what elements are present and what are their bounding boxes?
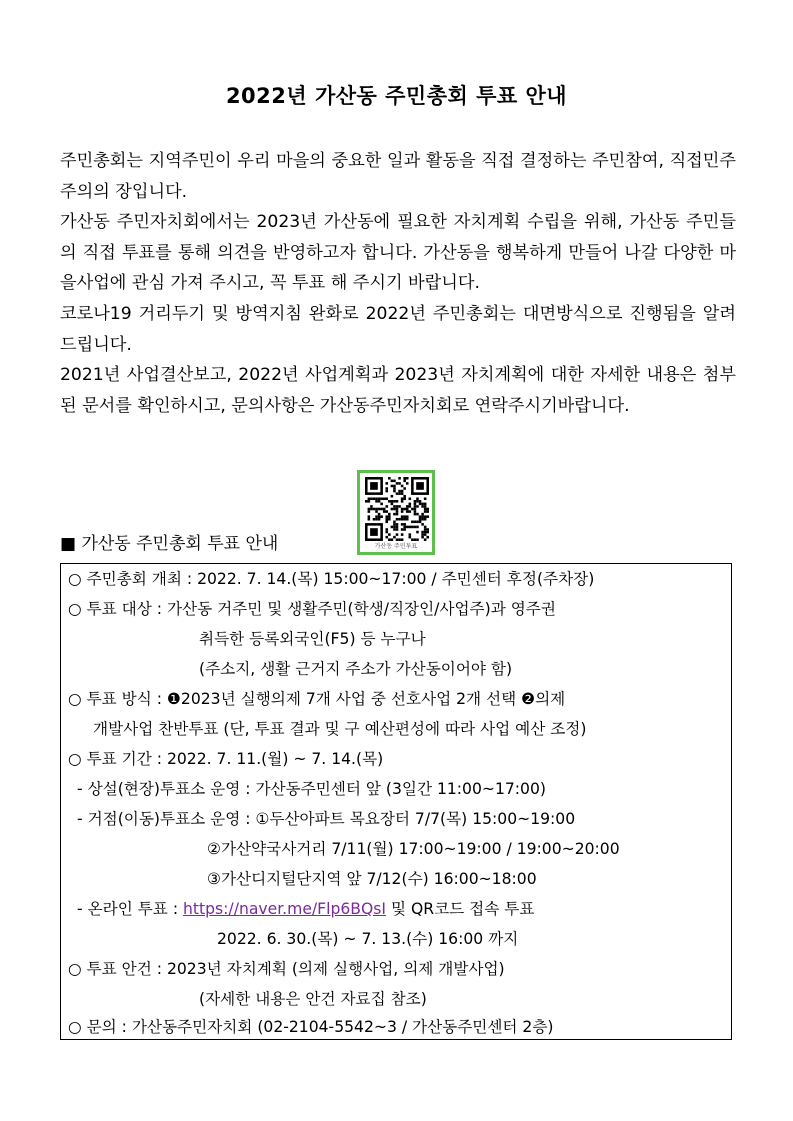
info-line-mobile-booth: - 거점(이동)투표소 운영 : ①두산아파트 목요장터 7/7(목) 15:00~19:00 bbox=[77, 810, 576, 828]
info-line-method: ○ 투표 방식 : ❶2023년 실행의제 7개 사업 중 선호사업 2개 선택 ❷의제 bbox=[68, 690, 566, 708]
info-line-mobile-booth-3: ③가산디지털단지역 앞 7/12(수) 16:00~18:00 bbox=[207, 870, 537, 888]
intro-paragraph: 2021년 사업결산보고, 2022년 사업계획과 2023년 자치계획에 대한 자세한 내용은 첨부된 문서를 확인하시고, 문의사항은 가산동주민자치회로 연락주시기바랍니다. bbox=[60, 365, 736, 416]
qr-caption: 가산동 주민투표 bbox=[374, 543, 418, 550]
info-box bbox=[60, 563, 732, 1040]
intro-paragraph: 코로나19 거리두기 및 방역지침 완화로 2022년 주민총회는 대면방식으로 진행됨을 알려드립니다. bbox=[60, 303, 736, 355]
info-line-onsite-booth: - 상설(현장)투표소 운영 : 가산동주민센터 앞 (3일간 11:00~17:00) bbox=[77, 780, 546, 798]
intro-paragraph: 가산동 주민자치회에서는 2023년 가산동에 필요한 자치계획 수립을 위해, 가산동 주민들의 직접 투표를 통해 의견을 반영하고자 합니다. 가산동을 행복하게 만들어 나갈 다양한 마을사업에 관심 가져 주시고, 꼭 투표 해 주시기 바랍니다. bbox=[60, 212, 736, 294]
info-line-agenda: ○ 투표 안건 : 2023년 자치계획 (의제 실행사업, 의제 개발사업) bbox=[68, 960, 505, 978]
info-line-contact: ○ 문의 : 가산동주민자치회 (02-2104-5542~3 / 가산동주민센터 2층) bbox=[68, 1018, 554, 1036]
section-heading: ■ 가산동 주민총회 투표 안내 bbox=[60, 534, 279, 554]
page-title: 2022년 가산동 주민총회 투표 안내 bbox=[225, 84, 568, 108]
info-line-online-vote bbox=[77, 898, 534, 920]
info-line-eligibility: ○ 투표 대상 : 가산동 거주민 및 생활주민(학생/직장인/사업주)과 영주권 bbox=[68, 600, 556, 618]
intro-text bbox=[60, 146, 736, 421]
qr-code[interactable] bbox=[357, 470, 435, 555]
info-line-agenda-note: (자세한 내용은 안건 자료집 참조) bbox=[199, 990, 427, 1008]
qr-code-icon bbox=[365, 477, 429, 541]
online-vote-suffix: 및 QR코드 접속 투표 bbox=[390, 900, 535, 918]
online-vote-link[interactable]: https://naver.me/Flp6BQsI bbox=[183, 900, 386, 918]
online-vote-label: - 온라인 투표 : bbox=[77, 900, 179, 918]
info-line-online-period: 2022. 6. 30.(목) ~ 7. 13.(수) 16:00 까지 bbox=[217, 930, 519, 948]
info-line-eligibility-note: (주소지, 생활 근거지 주소가 가산동이어야 함) bbox=[199, 660, 513, 678]
intro-paragraph: 주민총회는 지역주민이 우리 마을의 중요한 일과 활동을 직접 결정하는 주민참여, 직접민주주의의 장입니다. bbox=[60, 151, 736, 202]
info-line-meeting: ○ 주민총회 개최 : 2022. 7. 14.(목) 15:00~17:00 / 주민센터 후정(주차장) bbox=[68, 570, 595, 588]
info-line-eligibility-cont: 취득한 등록외국인(F5) 등 누구나 bbox=[199, 630, 426, 648]
info-line-period: ○ 투표 기간 : 2022. 7. 11.(월) ~ 7. 14.(목) bbox=[68, 750, 384, 768]
info-line-mobile-booth-2: ②가산약국사거리 7/11(월) 17:00~19:00 / 19:00~20:00 bbox=[207, 840, 620, 858]
info-line-method-cont: 개발사업 찬반투표 (단, 투표 결과 및 구 예산편성에 따라 사업 예산 조정) bbox=[93, 720, 587, 738]
